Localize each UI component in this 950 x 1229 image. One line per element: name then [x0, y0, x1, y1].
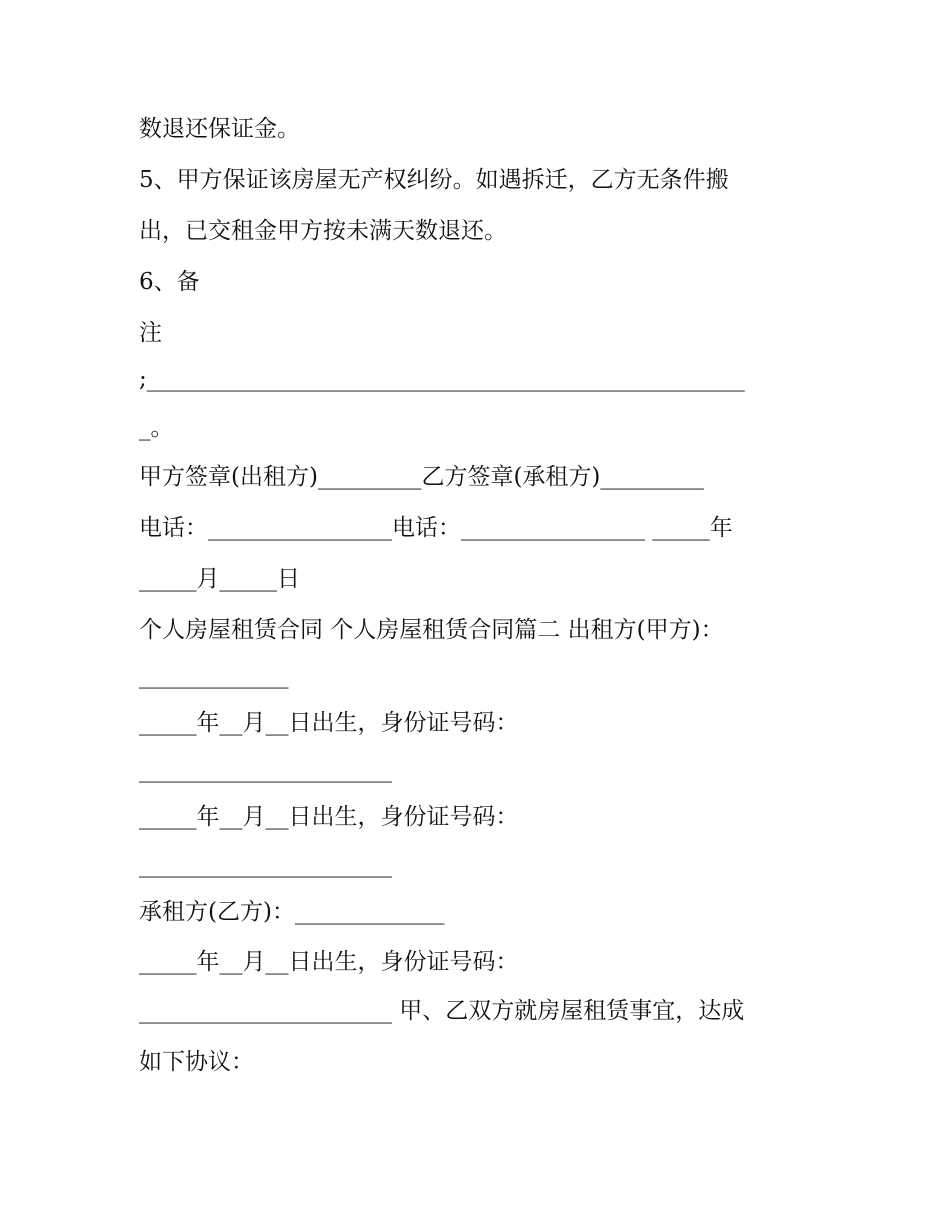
text-line: _。: [139, 415, 174, 441]
text-line: _____年__月__日出生，身份证号码：: [139, 710, 519, 736]
text-line: ______________________: [139, 852, 392, 878]
text-line: 承租方(乙方)：_____________: [139, 899, 445, 925]
text-line: _____年__月__日出生，身份证号码：: [139, 804, 519, 830]
text-line: 数退还保证金。: [139, 116, 300, 142]
text-line: 电话：________________电话：________________ _____年: [139, 515, 733, 541]
text-line: _____月_____日: [139, 566, 300, 592]
text-line: _____年__月__日出生，身份证号码：: [139, 949, 519, 975]
text-line: ______________________ 甲、乙双方就房屋租赁事宜，达成: [139, 998, 745, 1024]
text-line: ______________________: [139, 757, 392, 783]
text-line: 出，已交租金甲方按未满天数退还。: [139, 218, 507, 244]
text-line: 如下协议：: [139, 1049, 254, 1075]
text-line: 5、甲方保证该房屋无产权纠纷。如遇拆迁，乙方无条件搬: [139, 167, 729, 193]
text-line: 6、备: [139, 269, 200, 295]
text-line: 甲方签章(出租方)_________乙方签章(承租方)_________: [139, 464, 704, 490]
text-line: 注: [139, 320, 162, 346]
text-line: ;____________________________________________________: [139, 366, 745, 392]
text-line: 个人房屋租赁合同 个人房屋租赁合同篇二 出租方(甲方)：: [139, 617, 724, 643]
text-line: _____________: [139, 663, 289, 689]
